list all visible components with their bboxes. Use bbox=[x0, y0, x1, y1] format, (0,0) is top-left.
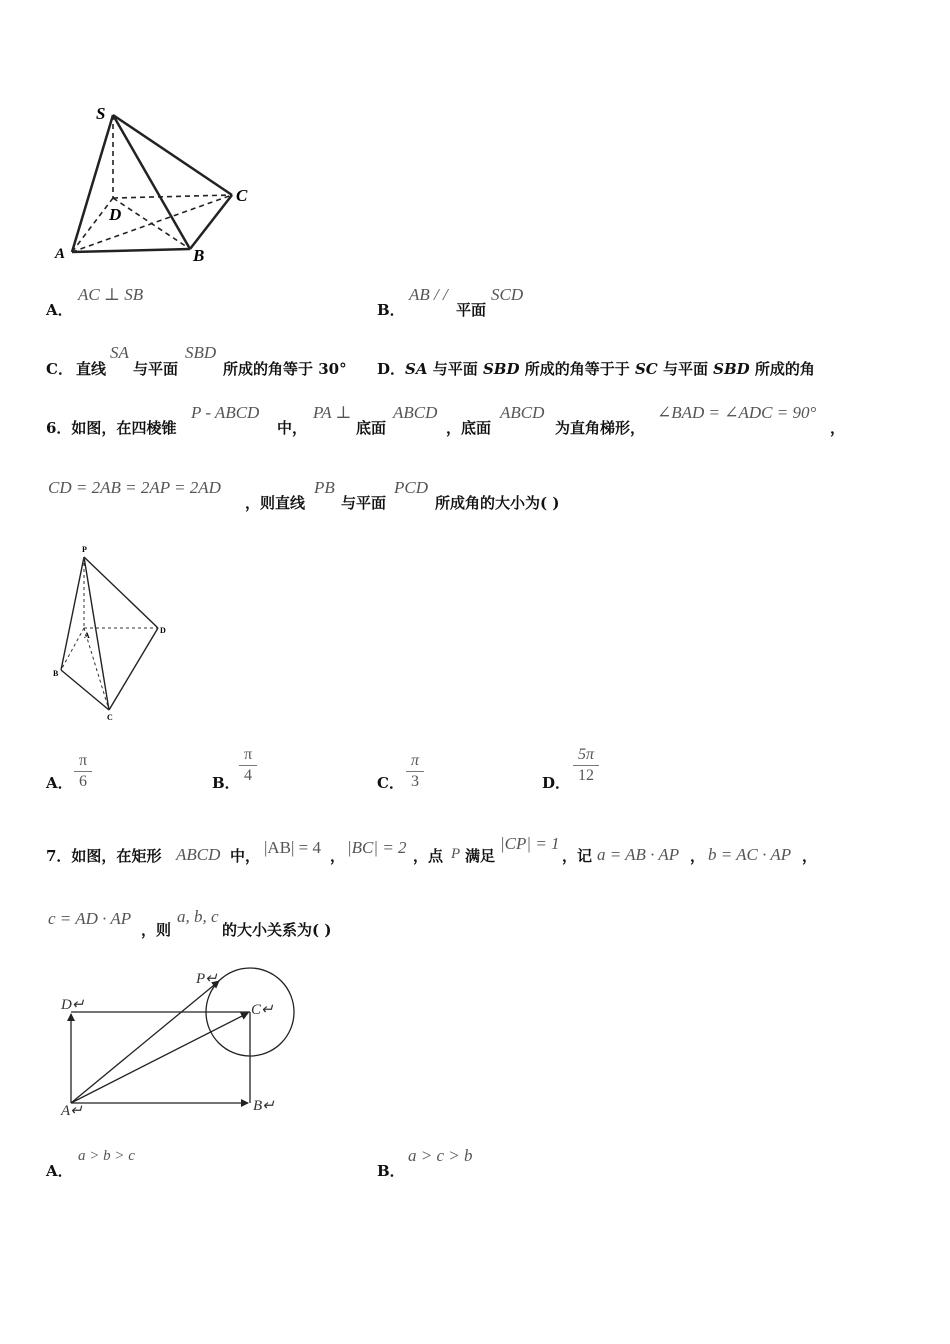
q7-t8: ，则 bbox=[141, 921, 172, 939]
q7-t5: ，记 bbox=[562, 847, 593, 865]
q6-option-d-fraction bbox=[573, 746, 599, 785]
q7-t4: 满足 bbox=[465, 847, 496, 865]
q5-option-d-b3: SC bbox=[634, 360, 658, 378]
label-S: S bbox=[96, 104, 106, 123]
q5-option-d-label-text: D． bbox=[377, 360, 406, 378]
q5-option-d-label[interactable] bbox=[377, 358, 815, 379]
q5-option-a-label[interactable]: A． bbox=[46, 301, 73, 319]
q6-m6: CD = 2AB = 2AP = 2AD bbox=[48, 478, 221, 497]
q6-option-c-num: π bbox=[410, 752, 419, 769]
q5-option-d-t1: 与平面 bbox=[427, 360, 483, 378]
q6-m5: ∠BAD = ∠ADC = 90° bbox=[657, 403, 817, 422]
q6-option-a-label[interactable]: A． bbox=[46, 774, 73, 792]
q5-option-b-label[interactable]: B． bbox=[377, 301, 405, 319]
q7-number: 7．如图，在矩形 bbox=[46, 847, 162, 865]
label-D: D bbox=[109, 205, 122, 224]
q6-m8: PCD bbox=[394, 478, 428, 497]
q5-option-b-math1: AB / / bbox=[409, 285, 448, 304]
q6-option-d-den: 12 bbox=[578, 767, 594, 784]
q6-option-b-den: 4 bbox=[244, 767, 252, 784]
q7-label-P: P↵ bbox=[196, 971, 218, 987]
q6-t3: ，底面 bbox=[446, 419, 492, 437]
q6-option-a-den: 6 bbox=[79, 773, 87, 790]
label-B: B bbox=[193, 246, 205, 265]
q6-t2: 底面 bbox=[356, 419, 387, 437]
q6-option-a-num: π bbox=[78, 752, 88, 769]
q7-t1: 中， bbox=[230, 847, 261, 865]
q7-label-C: C↵ bbox=[251, 1002, 274, 1018]
q6-m2: PA ⊥ bbox=[313, 403, 352, 422]
q5-option-c-m1: SA bbox=[110, 343, 129, 362]
q7-option-b-math: a > c > b bbox=[408, 1146, 473, 1165]
q5-option-d-b2: SBD bbox=[482, 360, 520, 378]
q6-m1: P - ABCD bbox=[191, 403, 260, 422]
q6-t7: 与平面 bbox=[341, 494, 387, 512]
q5-option-c-t1: 直线 bbox=[76, 360, 107, 378]
q7-m3: |BC| = 2 bbox=[347, 838, 407, 857]
q5-option-d-t2: 所成的角等于于 bbox=[519, 360, 635, 378]
q6-option-b-label[interactable]: B． bbox=[212, 774, 240, 792]
q5-option-c-m2: SBD bbox=[185, 343, 217, 362]
pyramid-figure-q5 bbox=[40, 95, 270, 270]
q6-option-d-label[interactable]: D． bbox=[542, 774, 571, 792]
q6-t6: ，则直线 bbox=[245, 494, 306, 512]
q6-num-text: 6．如图，在四棱锥 bbox=[46, 419, 177, 437]
q7-m6: a = AB · AP bbox=[597, 845, 680, 864]
q7-label-B: B↵ bbox=[253, 1098, 275, 1114]
q5-option-b-text: 平面 bbox=[456, 301, 487, 319]
q7-option-a-label[interactable]: A． bbox=[46, 1162, 73, 1180]
q6-number bbox=[46, 417, 176, 438]
q7-m5: |CP| = 1 bbox=[500, 834, 560, 853]
q5-option-c-t2: 与平面 bbox=[133, 360, 179, 378]
q5-option-d-t3: 与平面 bbox=[657, 360, 714, 378]
q7-label-D: D↵ bbox=[61, 997, 85, 1013]
label-A: A bbox=[55, 246, 66, 262]
q6-t1: 中， bbox=[277, 419, 308, 437]
q5-option-b-math2: SCD bbox=[491, 285, 524, 304]
q6-m4: ABCD bbox=[500, 403, 545, 422]
q7-m8: c = AD · AP bbox=[48, 909, 132, 928]
label-C: C bbox=[236, 186, 248, 205]
q5-option-d-b1: SA bbox=[405, 360, 428, 378]
q6-label-A: A bbox=[84, 631, 90, 640]
q6-t8: 所成角的大小为( ) bbox=[435, 494, 560, 512]
q6-option-a-fraction bbox=[74, 752, 92, 791]
q5-option-d-t4: 所成的角 bbox=[749, 360, 815, 378]
q6-option-c-label[interactable]: C． bbox=[377, 774, 404, 792]
q7-m9: a, b, c bbox=[177, 907, 219, 926]
q7-t9: 的大小关系为( ) bbox=[222, 921, 332, 939]
q6-label-C: C bbox=[107, 713, 113, 722]
rectangle-figure-q7 bbox=[55, 960, 305, 1120]
q6-option-d-num: 5π bbox=[577, 746, 594, 763]
q7-t7: ， bbox=[802, 847, 818, 865]
q5-option-c-label[interactable]: C． bbox=[46, 360, 73, 378]
q7-option-a-math: a > b > c bbox=[78, 1148, 135, 1164]
q6-label-P: P bbox=[82, 545, 87, 554]
pyramid-figure-q6 bbox=[48, 540, 183, 725]
q7-m7: b = AC · AP bbox=[708, 845, 792, 864]
q6-t5: ， bbox=[830, 419, 846, 437]
q6-label-D: D bbox=[160, 626, 166, 635]
q6-option-b-num: π bbox=[243, 746, 253, 763]
q6-m7: PB bbox=[314, 478, 335, 497]
q7-m1: ABCD bbox=[176, 845, 221, 864]
q7-m4: P bbox=[451, 846, 461, 862]
q6-option-c-fraction bbox=[406, 752, 424, 791]
q7-m2: |AB| = 4 bbox=[264, 838, 322, 857]
q7-label-A: A↵ bbox=[61, 1103, 83, 1119]
q7-option-b-label[interactable]: B． bbox=[377, 1162, 405, 1180]
q6-option-c-den: 3 bbox=[411, 773, 419, 790]
q6-m3: ABCD bbox=[393, 403, 438, 422]
q7-t3: ，点 bbox=[413, 847, 444, 865]
q5-option-d-b4: SBD bbox=[713, 360, 750, 378]
q6-option-b-fraction bbox=[239, 746, 257, 785]
q6-t4: 为直角梯形， bbox=[555, 419, 646, 437]
q6-label-B: B bbox=[53, 669, 59, 678]
q7-t2: ， bbox=[330, 847, 346, 865]
q5-option-c-t3: 所成的角等于 30° bbox=[223, 360, 347, 378]
q7-t6: ， bbox=[690, 847, 706, 865]
q5-option-a-math: AC ⊥ SB bbox=[78, 285, 144, 304]
